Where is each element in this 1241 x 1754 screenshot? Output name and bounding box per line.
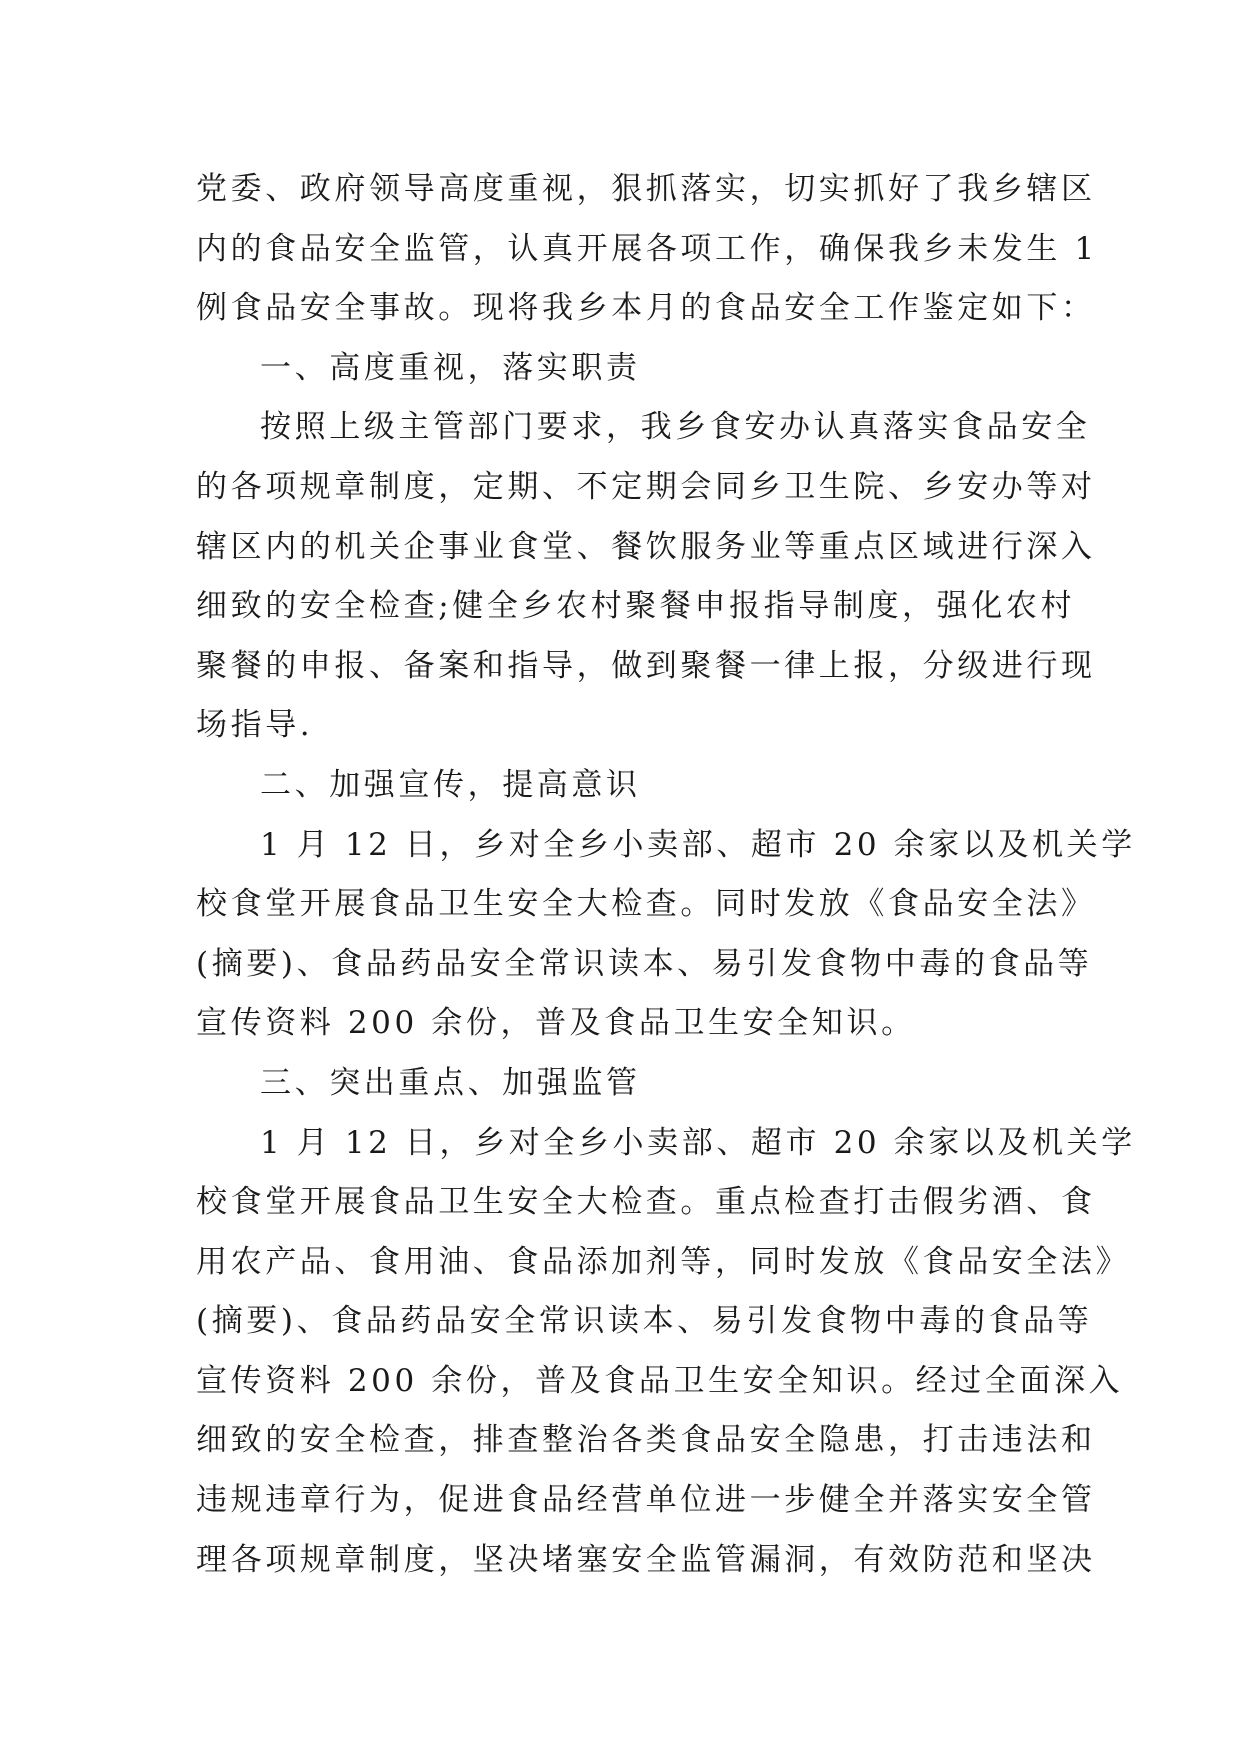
text-line: 1 月 12 日，乡对全乡小卖部、超市 20 余家以及机关学 [260,826,1136,863]
section-heading: 二、加强宣传，提高意识 [260,766,641,803]
text-line: 党委、政府领导高度重视，狠抓落实，切实抓好了我乡辖区 [196,171,1096,207]
section-heading: 三、突出重点、加强监管 [260,1064,641,1101]
text-line: (摘要)、食品药品安全常识读本、易引发食物中毒的食品等 [196,1303,1093,1340]
text-line: (摘要)、食品药品安全常识读本、易引发食物中毒的食品等 [196,945,1093,982]
text-line: 细致的安全检查，排查整治各类食品安全隐患，打击违法和 [196,1422,1096,1459]
text-line: 1 月 12 日，乡对全乡小卖部、超市 20 余家以及机关学 [260,1124,1136,1161]
text-line: 细致的安全检查;健全乡农村聚餐申报指导制度，强化农村 [196,588,1076,625]
document-body [196,160,1136,1590]
text-line: 理各项规章制度，坚决堵塞安全监管漏洞，有效防范和坚决 [196,1541,1096,1578]
text-line: 例食品安全事故。现将我乡本月的食品安全工作鉴定如下： [196,290,1096,327]
section-heading: 一、高度重视，落实职责 [260,349,641,386]
text-line: 用农产品、食用油、食品添加剂等，同时发放《食品安全法》 [196,1243,1131,1280]
text-line: 聚餐的申报、备案和指导，做到聚餐一律上报，分级进行现 [196,647,1096,684]
text-line: 内的食品安全监管，认真开展各项工作，确保我乡未发生 1 [196,230,1098,267]
text-line: 辖区内的机关企事业食堂、餐饮服务业等重点区域进行深入 [196,528,1096,565]
text-line: 宣传资料 200 余份，普及食品卫生安全知识。 [196,1005,916,1042]
text-line: 按照上级主管部门要求，我乡食安办认真落实食品安全 [260,409,1091,446]
text-line: 场指导. [196,707,314,744]
text-line: 校食堂开展食品卫生安全大检查。重点检查打击假劣酒、食 [196,1184,1096,1221]
text-line: 的各项规章制度，定期、不定期会同乡卫生院、乡安办等对 [196,468,1096,505]
text-line: 校食堂开展食品卫生安全大检查。同时发放《食品安全法》 [196,886,1096,923]
text-line: 宣传资料 200 余份，普及食品卫生安全知识。经过全面深入 [196,1362,1124,1399]
text-line: 违规违章行为，促进食品经营单位进一步健全并落实安全管 [196,1482,1096,1519]
